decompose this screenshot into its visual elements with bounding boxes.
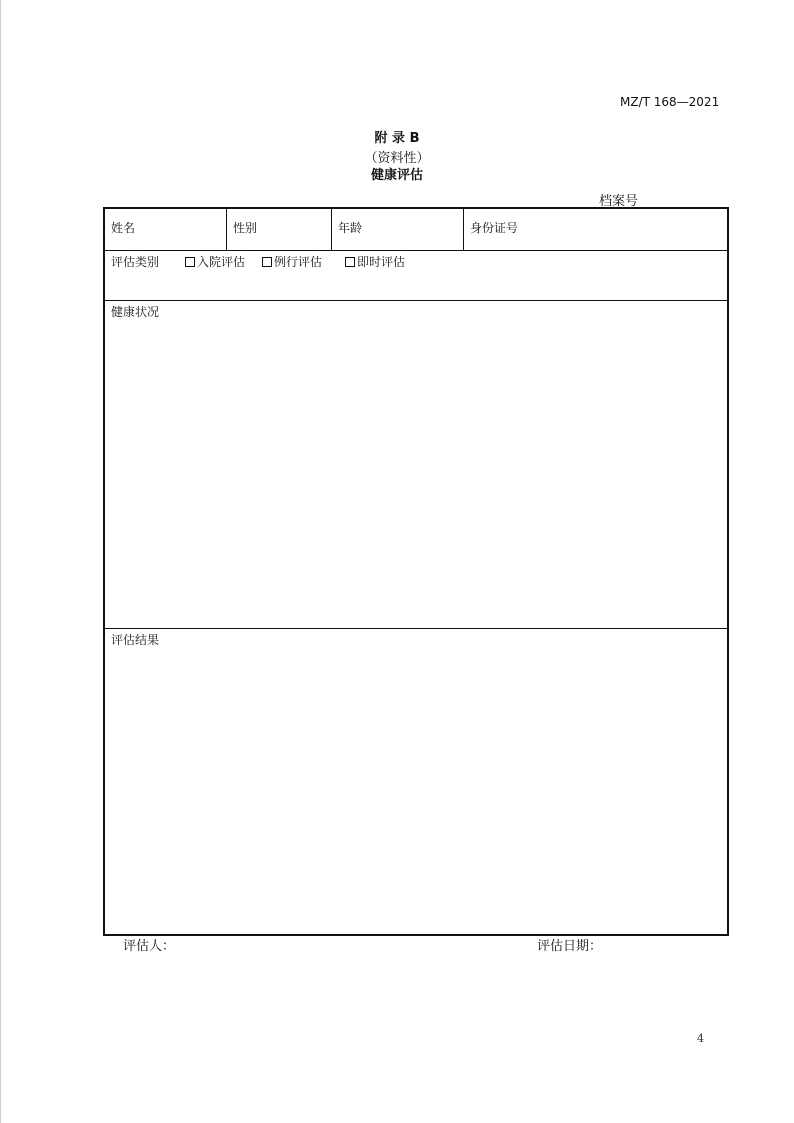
option-admission-label: 入院评估 bbox=[197, 255, 246, 269]
age-field[interactable] bbox=[332, 209, 464, 251]
assessment-date-label: 评估日期： bbox=[537, 939, 603, 954]
checkbox-icon[interactable] bbox=[185, 257, 195, 267]
standard-number: MZ/T 168—2021 bbox=[620, 95, 720, 109]
option-routine-label: 例行评估 bbox=[274, 255, 323, 269]
gender-field[interactable] bbox=[227, 209, 332, 251]
page-number: 4 bbox=[697, 1032, 704, 1045]
id-number-label: 身份证号 bbox=[470, 221, 519, 235]
archive-number-label: 档案号 bbox=[599, 194, 639, 209]
option-immediate[interactable] bbox=[345, 253, 405, 270]
name-field[interactable] bbox=[105, 209, 227, 251]
appendix-title: 附 录 B bbox=[374, 131, 420, 146]
form-title: 健康评估 bbox=[370, 168, 423, 183]
category-row bbox=[105, 251, 727, 301]
basic-info-row bbox=[105, 209, 727, 251]
name-label: 姓名 bbox=[111, 221, 136, 235]
appendix-type: （资料性） bbox=[364, 151, 430, 166]
assessment-form bbox=[103, 207, 729, 936]
checkbox-icon[interactable] bbox=[262, 257, 272, 267]
category-label: 评估类别 bbox=[111, 255, 160, 269]
health-status-label: 健康状况 bbox=[111, 305, 160, 319]
option-immediate-label: 即时评估 bbox=[357, 255, 406, 269]
assessor-label: 评估人： bbox=[123, 939, 176, 954]
gender-label: 性别 bbox=[233, 221, 258, 235]
option-routine[interactable] bbox=[262, 253, 322, 270]
checkbox-icon[interactable] bbox=[345, 257, 355, 267]
id-number-field[interactable] bbox=[464, 209, 727, 251]
assessment-result-area[interactable] bbox=[105, 629, 727, 934]
assessment-result-label: 评估结果 bbox=[111, 633, 160, 647]
health-status-area[interactable] bbox=[105, 301, 727, 629]
age-label: 年龄 bbox=[338, 221, 363, 235]
option-admission[interactable] bbox=[185, 253, 245, 270]
